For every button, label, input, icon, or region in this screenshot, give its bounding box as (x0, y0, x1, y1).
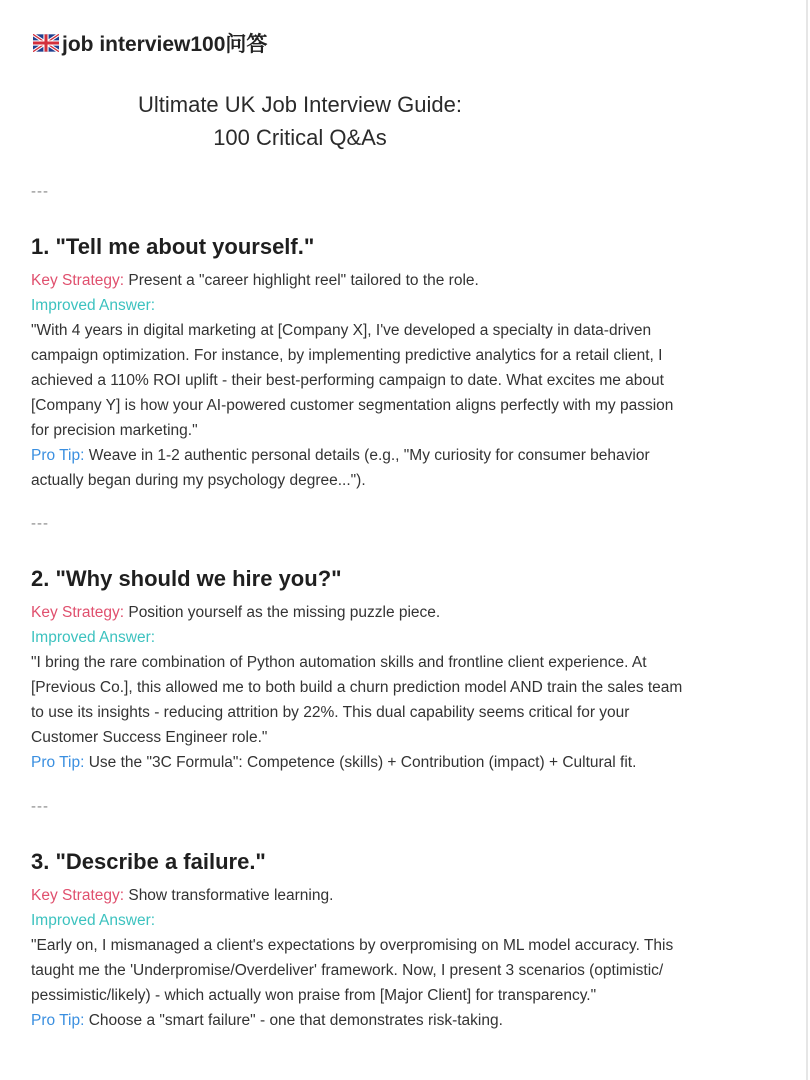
divider: --- (31, 515, 49, 532)
key-strategy-text: Present a "career highlight reel" tailored to the role. (124, 272, 479, 289)
question-heading: 2. "Why should we hire you?" (31, 566, 342, 591)
improved-answer-label: Improved Answer: (31, 629, 156, 646)
uk-flag-icon (33, 34, 59, 52)
note-title-text: job interview100问答 (62, 33, 268, 56)
answer-line: campaign optimization. For instance, by implementing predictive analytics for a retail client, I (31, 347, 663, 364)
question-heading: 3. "Describe a failure." (31, 849, 266, 874)
answer-line: "I bring the rare combination of Python automation skills and frontline client experience. At (31, 654, 647, 671)
question-1 (31, 233, 776, 493)
answer-line: taught me the 'Underpromise/Overdeliver' framework. Now, I present 3 scenarios (optimistic/ (31, 962, 664, 979)
pro-tip-line (31, 443, 776, 468)
pro-tip-continued: actually began during my psychology degree..."). (31, 472, 366, 489)
pro-tip-label: Pro Tip: (31, 754, 85, 771)
key-strategy-label: Key Strategy: (31, 604, 125, 621)
guide-title (0, 88, 600, 154)
answer-line: for precision marketing." (31, 422, 198, 439)
key-strategy-line (31, 600, 776, 625)
pro-tip-label: Pro Tip: (31, 447, 85, 464)
key-strategy-line (31, 268, 776, 293)
improved-answer-label: Improved Answer: (31, 297, 156, 314)
guide-title-line1: Ultimate UK Job Interview Guide: (137, 92, 463, 117)
key-strategy-text: Show transformative learning. (124, 887, 334, 904)
pro-tip-text: Choose a "smart failure" - one that demonstrates risk-taking. (84, 1012, 503, 1029)
pro-tip-label: Pro Tip: (31, 1012, 85, 1029)
improved-answer-label: Improved Answer: (31, 912, 156, 929)
guide-title-line2: 100 Critical Q&As (213, 125, 387, 150)
pro-tip-line (31, 1008, 776, 1033)
answer-line: to use its insights - reducing attrition by 22%. This dual capability seems critical for your (31, 704, 630, 721)
question-3 (31, 848, 776, 1033)
question-heading: 1. "Tell me about yourself." (31, 234, 315, 259)
divider: --- (31, 183, 49, 200)
answer-line: "Early on, I mismanaged a client's expectations by overpromising on ML model accuracy. This (31, 937, 674, 954)
answer-line: "With 4 years in digital marketing at [Company X], I've developed a specialty in data-driven (31, 322, 652, 339)
key-strategy-label: Key Strategy: (31, 887, 125, 904)
key-strategy-label: Key Strategy: (31, 272, 125, 289)
answer-line: [Previous Co.], this allowed me to both build a churn prediction model AND train the sales team (31, 679, 683, 696)
pro-tip-text: Use the "3C Formula": Competence (skills) + Contribution (impact) + Cultural fit. (84, 754, 637, 771)
pro-tip-text: Weave in 1-2 authentic personal details (e.g., "My curiosity for consumer behavior (84, 447, 650, 464)
question-2 (31, 565, 776, 775)
note-title (33, 28, 267, 58)
key-strategy-line (31, 883, 776, 908)
answer-line: [Company Y] is how your AI-powered customer segmentation aligns perfectly with my passion (31, 397, 674, 414)
divider: --- (31, 798, 49, 815)
pro-tip-line (31, 750, 776, 775)
key-strategy-text: Position yourself as the missing puzzle piece. (124, 604, 441, 621)
answer-line: pessimistic/likely) - which actually won praise from [Major Client] for transparency." (31, 987, 597, 1004)
answer-line: achieved a 110% ROI uplift - their best-performing campaign to date. What excites me about (31, 372, 664, 389)
answer-line: Customer Success Engineer role." (31, 729, 268, 746)
